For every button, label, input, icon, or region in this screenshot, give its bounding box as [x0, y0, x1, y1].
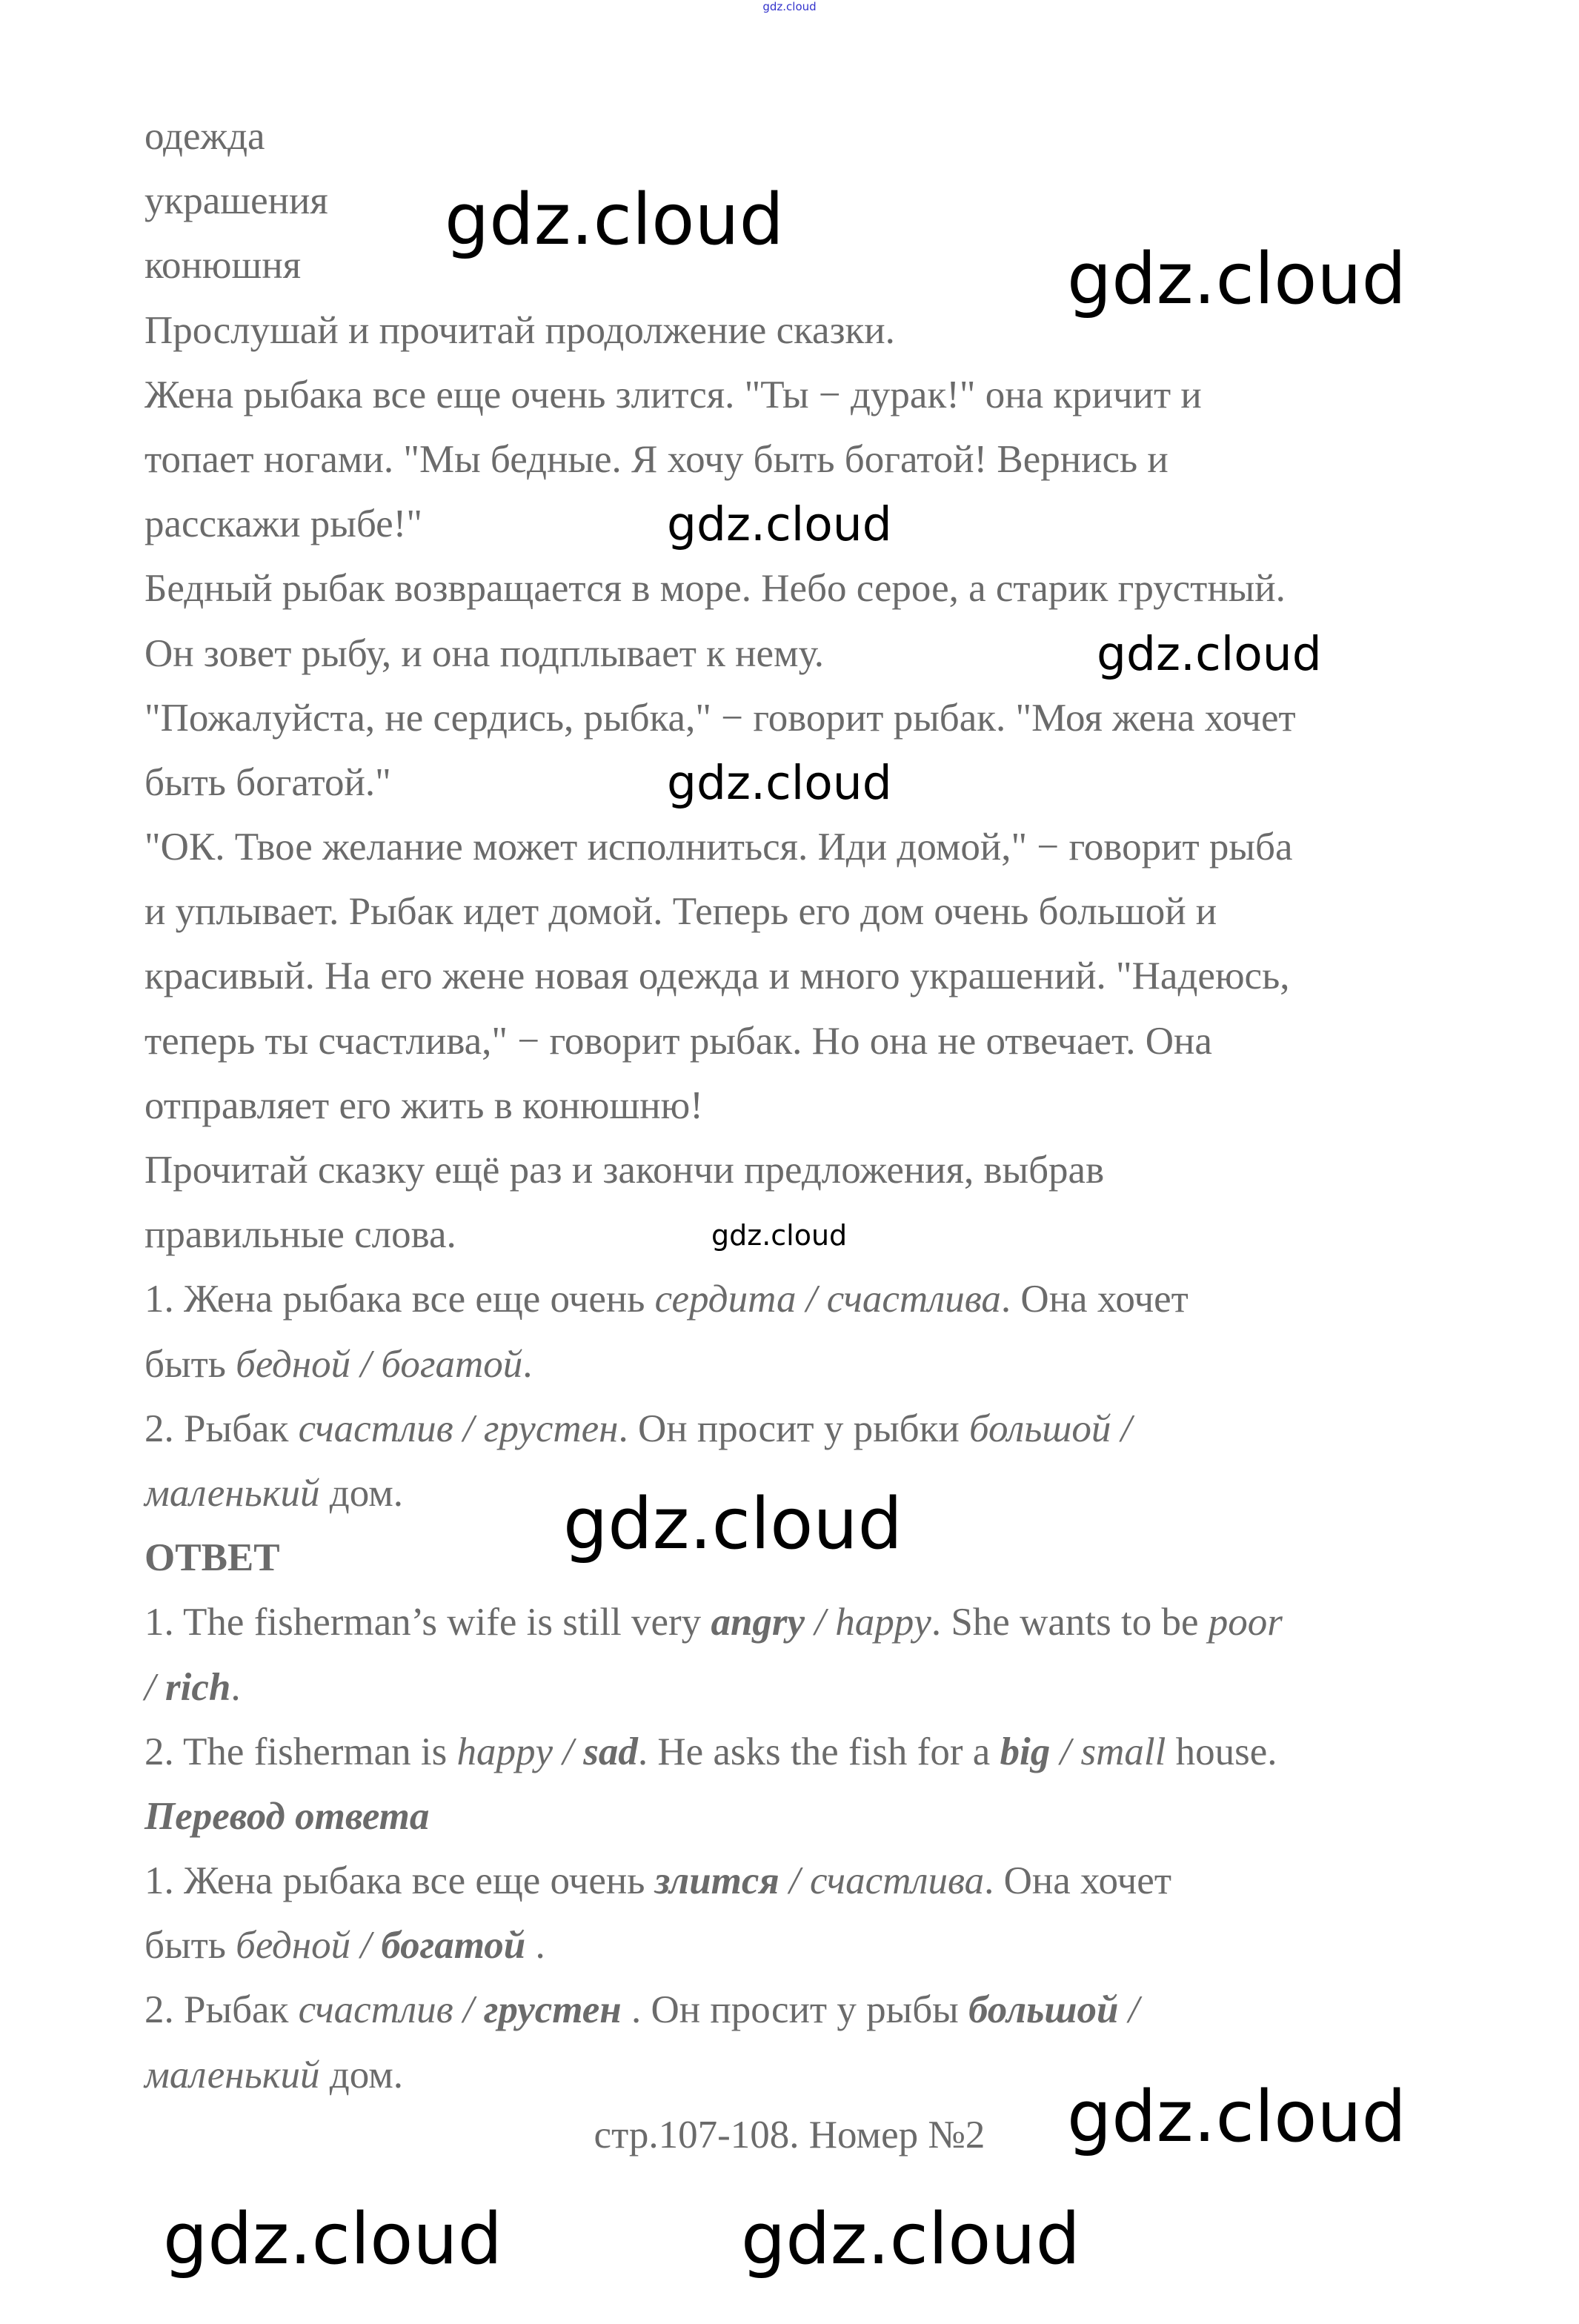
text-segment: . Она хочет [984, 1859, 1171, 1903]
text-segment: быть [144, 1342, 236, 1386]
document-body [144, 104, 1478, 2108]
emphasized-text: большой [968, 1988, 1119, 2032]
watermark: gdz.cloud [1067, 239, 1406, 320]
text-segment: отправляет его жить в конюшню! [144, 1083, 703, 1127]
text-line [144, 1332, 1478, 1397]
text-line [144, 169, 1478, 233]
text-segment: одежда [144, 115, 265, 158]
text-segment: 2. The fisherman is [144, 1730, 457, 1773]
text-segment: 1. Жена рыбака все еще очень [144, 1859, 655, 1903]
watermark: gdz.cloud [445, 179, 784, 261]
emphasized-text: бедной / [236, 1924, 382, 1968]
text-line [144, 944, 1478, 1009]
text-segment: 2. Рыбак [144, 1407, 299, 1450]
text-segment: Он зовет рыбу, и она подплывает к нему. [144, 631, 825, 675]
emphasized-text: счастлив / [298, 1988, 484, 2032]
text-segment: . Он просит у рыбки [618, 1407, 970, 1450]
text-line [144, 1913, 1478, 1978]
emphasized-text: / happy [805, 1601, 931, 1644]
text-line [144, 1720, 1478, 1784]
emphasized-text: счастлив / грустен [298, 1407, 619, 1450]
text-segment: красивый. На его жене новая одежда и много украшений. "Надеюсь, [144, 954, 1290, 998]
text-segment: . She wants to be [931, 1601, 1209, 1644]
text-line [144, 428, 1478, 492]
text-segment: . Он просит у рыбы [621, 1988, 969, 2032]
emphasized-text: happy / [456, 1730, 584, 1773]
emphasized-text: sad [583, 1730, 638, 1773]
text-segment: Жена рыбака все еще очень злится. "Ты − дурак!" она кричит и [144, 373, 1202, 416]
emphasized-text: Перевод ответа [144, 1794, 430, 1838]
text-segment: теперь ты счастлива," − говорит рыбак. Но она не отвечает. Она [144, 1019, 1212, 1063]
text-segment: топает ногами. "Мы бедные. Я хочу быть богатой! Вернись и [144, 437, 1169, 481]
text-segment: правильные слова. [144, 1213, 456, 1257]
emphasized-text: большой / [969, 1407, 1132, 1450]
text-line [144, 104, 1478, 169]
watermark: gdz.cloud [711, 1219, 848, 1252]
emphasized-text: / [144, 1665, 165, 1709]
text-segment: расскажи рыбе!" [144, 502, 422, 546]
text-line [144, 815, 1478, 880]
text-line [144, 880, 1478, 944]
emphasized-text: / [1118, 1988, 1140, 2032]
text-segment: конюшня [144, 244, 302, 288]
text-segment: Прочитай сказку ещё раз и закончи предложения, выбрав [144, 1149, 1105, 1192]
text-segment: . [525, 1924, 545, 1968]
watermark: gdz.cloud [163, 2199, 502, 2280]
watermark: gdz.cloud [741, 2199, 1080, 2280]
text-segment: . Она хочет [1000, 1278, 1189, 1321]
text-segment: "ОК. Твое желание может исполниться. Иди домой," − говорит рыба [144, 826, 1293, 869]
text-segment: Прослушай и прочитай продолжение сказки. [144, 308, 895, 352]
text-segment: дом. [319, 1471, 403, 1515]
text-line [144, 557, 1478, 621]
text-line [144, 1138, 1478, 1203]
text-line [144, 1074, 1478, 1138]
header-watermark: gdz.cloud [762, 0, 817, 13]
text-segment: house. [1166, 1730, 1277, 1773]
text-segment: быть богатой." [144, 760, 391, 804]
text-line [144, 1009, 1478, 1074]
emphasized-text: сердита / счастлива [654, 1278, 1001, 1321]
emphasized-text: маленький [144, 2053, 320, 2096]
text-segment: 2. Рыбак [144, 1988, 299, 2032]
watermark: gdz.cloud [1097, 627, 1322, 681]
text-segment: 1. Жена рыбака все еще очень [144, 1278, 655, 1321]
text-segment: и уплывает. Рыбак идет домой. Теперь его дом очень большой и [144, 890, 1217, 934]
watermark: gdz.cloud [667, 756, 892, 810]
text-line [144, 363, 1478, 428]
text-line [144, 1590, 1478, 1655]
emphasized-text: бедной / богатой [236, 1342, 523, 1386]
text-segment: Бедный рыбак возвращается в море. Небо серое, а старик грустный. [144, 567, 1286, 611]
text-segment: . [230, 1665, 241, 1709]
text-line [144, 1397, 1478, 1461]
text-line [144, 1784, 1478, 1849]
text-line [144, 686, 1478, 751]
text-segment: быть [144, 1924, 236, 1968]
emphasized-text: poor [1208, 1601, 1283, 1644]
watermark: gdz.cloud [563, 1484, 902, 1565]
text-segment: украшения [144, 179, 328, 223]
text-segment: 1. The fisherman’s wife is still very [144, 1601, 711, 1644]
emphasized-text: ОТВЕТ [144, 1536, 280, 1580]
emphasized-text: angry [711, 1601, 805, 1644]
text-segment: дом. [319, 2053, 403, 2096]
text-segment: . He asks the fish for a [637, 1730, 1000, 1773]
text-line [144, 1849, 1478, 1913]
emphasized-text: big [1000, 1730, 1051, 1773]
emphasized-text: / счастлива [779, 1859, 985, 1903]
watermark: gdz.cloud [1067, 2076, 1406, 2158]
text-line [144, 1978, 1478, 2042]
emphasized-text: rich [164, 1665, 231, 1709]
page-footer: стр.107-108. Номер №2 [594, 2114, 985, 2157]
text-line [144, 1656, 1478, 1720]
emphasized-text: маленький [144, 1471, 320, 1515]
emphasized-text: злится [654, 1859, 779, 1903]
text-line [144, 1267, 1478, 1332]
text-segment: "Пожалуйста, не сердись, рыбка," − говорит рыбак. "Моя жена хочет [144, 696, 1296, 740]
text-segment: . [522, 1342, 533, 1386]
watermark: gdz.cloud [667, 497, 892, 551]
emphasized-text: богатой [381, 1924, 526, 1968]
emphasized-text: / small [1050, 1730, 1166, 1773]
emphasized-text: грустен [483, 1988, 622, 2032]
